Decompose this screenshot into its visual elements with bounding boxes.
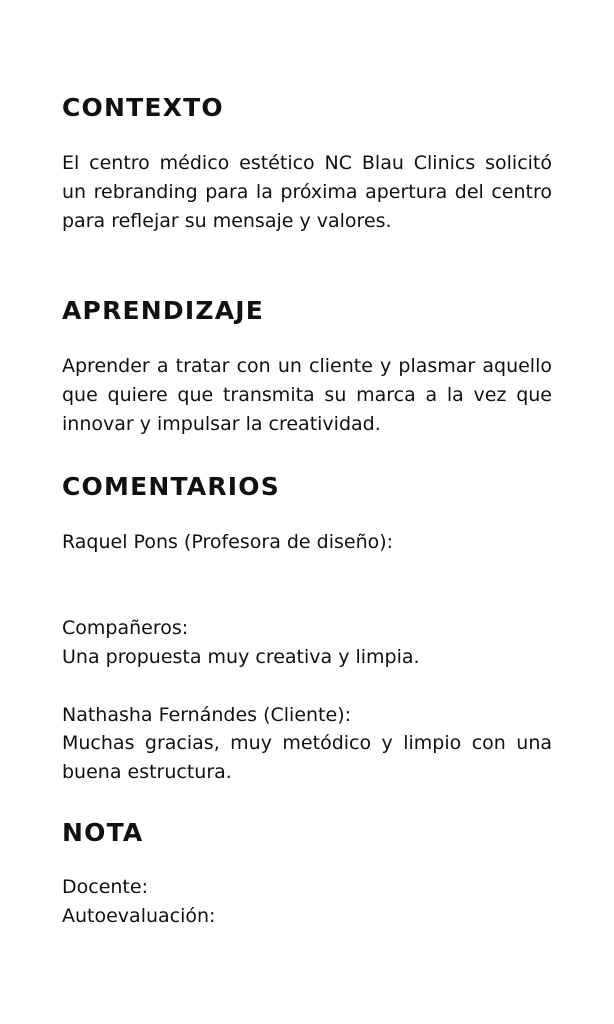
aprendizaje-body: Aprender a tratar con un cliente y plasmar aquello que quiere que transmita su marca a la vez que innovar y impulsar la creatividad. [62,355,552,435]
cliente-comment-label: Nathasha Fernándes (Cliente): [62,704,352,726]
section-title-comentarios: COMENTARIOS [62,472,280,501]
profesora-comment-label: Raquel Pons (Profesora de diseño): [62,531,394,553]
section-title-nota: NOTA [62,818,144,847]
nota-docente-label: Docente: [62,876,148,898]
section-title-contexto: CONTEXTO [62,93,224,122]
contexto-body: El centro médico estético NC Blau Clinics solicitó un rebranding para la próxima apertura del centro para reflejar su mensaje y valores. [62,152,552,232]
companeros-comment-text: Una propuesta muy creativa y limpia. [62,646,420,668]
companeros-comment-label: Compañeros: [62,617,189,639]
cliente-comment-text: Muchas gracias, muy metódico y limpio con una buena estructura. [62,732,552,783]
nota-autoevaluacion-label: Autoevaluación: [62,905,216,927]
section-title-aprendizaje: APRENDIZAJE [62,296,265,325]
